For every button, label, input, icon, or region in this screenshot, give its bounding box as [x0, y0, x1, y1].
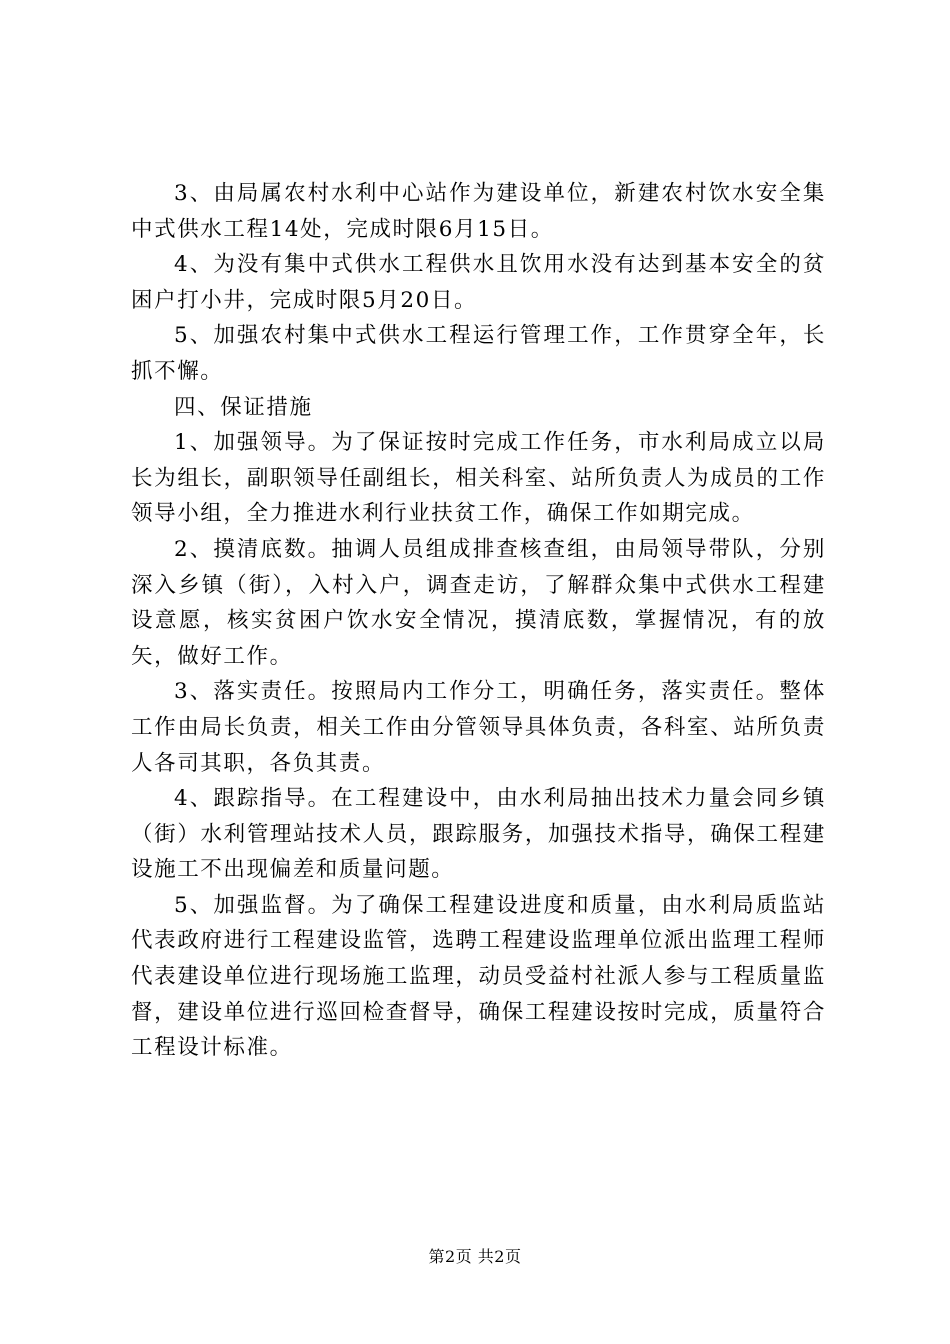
paragraph-task-3: 3、由局属农村水利中心站作为建设单位，新建农村饮水安全集中式供水工程14处，完成时限6月15日。 [131, 181, 826, 242]
section-heading-guarantee-measures: 四、保证措施 [174, 394, 313, 420]
paragraph-measure-3: 3、落实责任。按照局内工作分工，明确任务，落实责任。整体工作由局长负责，相关工作由分管领导具体负责，各科室、站所负责人各司其职，各负其责。 [131, 679, 826, 776]
page-number-footer: 第2页 共2页 [428, 1247, 522, 1266]
paragraph-task-4: 4、为没有集中式供水工程供水且饮用水没有达到基本安全的贫困户打小井，完成时限5月20日。 [131, 252, 826, 313]
paragraph-measure-4: 4、跟踪指导。在工程建设中，由水利局抽出技术力量会同乡镇（街）水利管理站技术人员，跟踪服务，加强技术指导，确保工程建设施工不出现偏差和质量问题。 [131, 786, 826, 883]
paragraph-measure-2: 2、摸清底数。抽调人员组成排查核查组，由局领导带队，分别深入乡镇（街），入村入户，调查走访，了解群众集中式供水工程建设意愿，核实贫困户饮水安全情况，摸清底数，掌握情况，有的放矢，做好工作。 [131, 536, 826, 669]
paragraph-measure-1: 1、加强领导。为了保证按时完成工作任务，市水利局成立以局长为组长，副职领导任副组长，相关科室、站所负责人为成员的工作领导小组，全力推进水利行业扶贫工作，确保工作如期完成。 [131, 430, 826, 527]
paragraph-task-5: 5、加强农村集中式供水工程运行管理工作，工作贯穿全年，长抓不懈。 [131, 323, 826, 384]
document-body [131, 176, 826, 1066]
paragraph-measure-5: 5、加强监督。为了确保工程建设进度和质量，由水利局质监站代表政府进行工程建设监管，选聘工程建设监理单位派出监理工程师代表建设单位进行现场施工监理，动员受益村社派人参与工程质量监督，建设单位进行巡回检查督导，确保工程建设按时完成，质量符合工程设计标准。 [131, 892, 826, 1061]
